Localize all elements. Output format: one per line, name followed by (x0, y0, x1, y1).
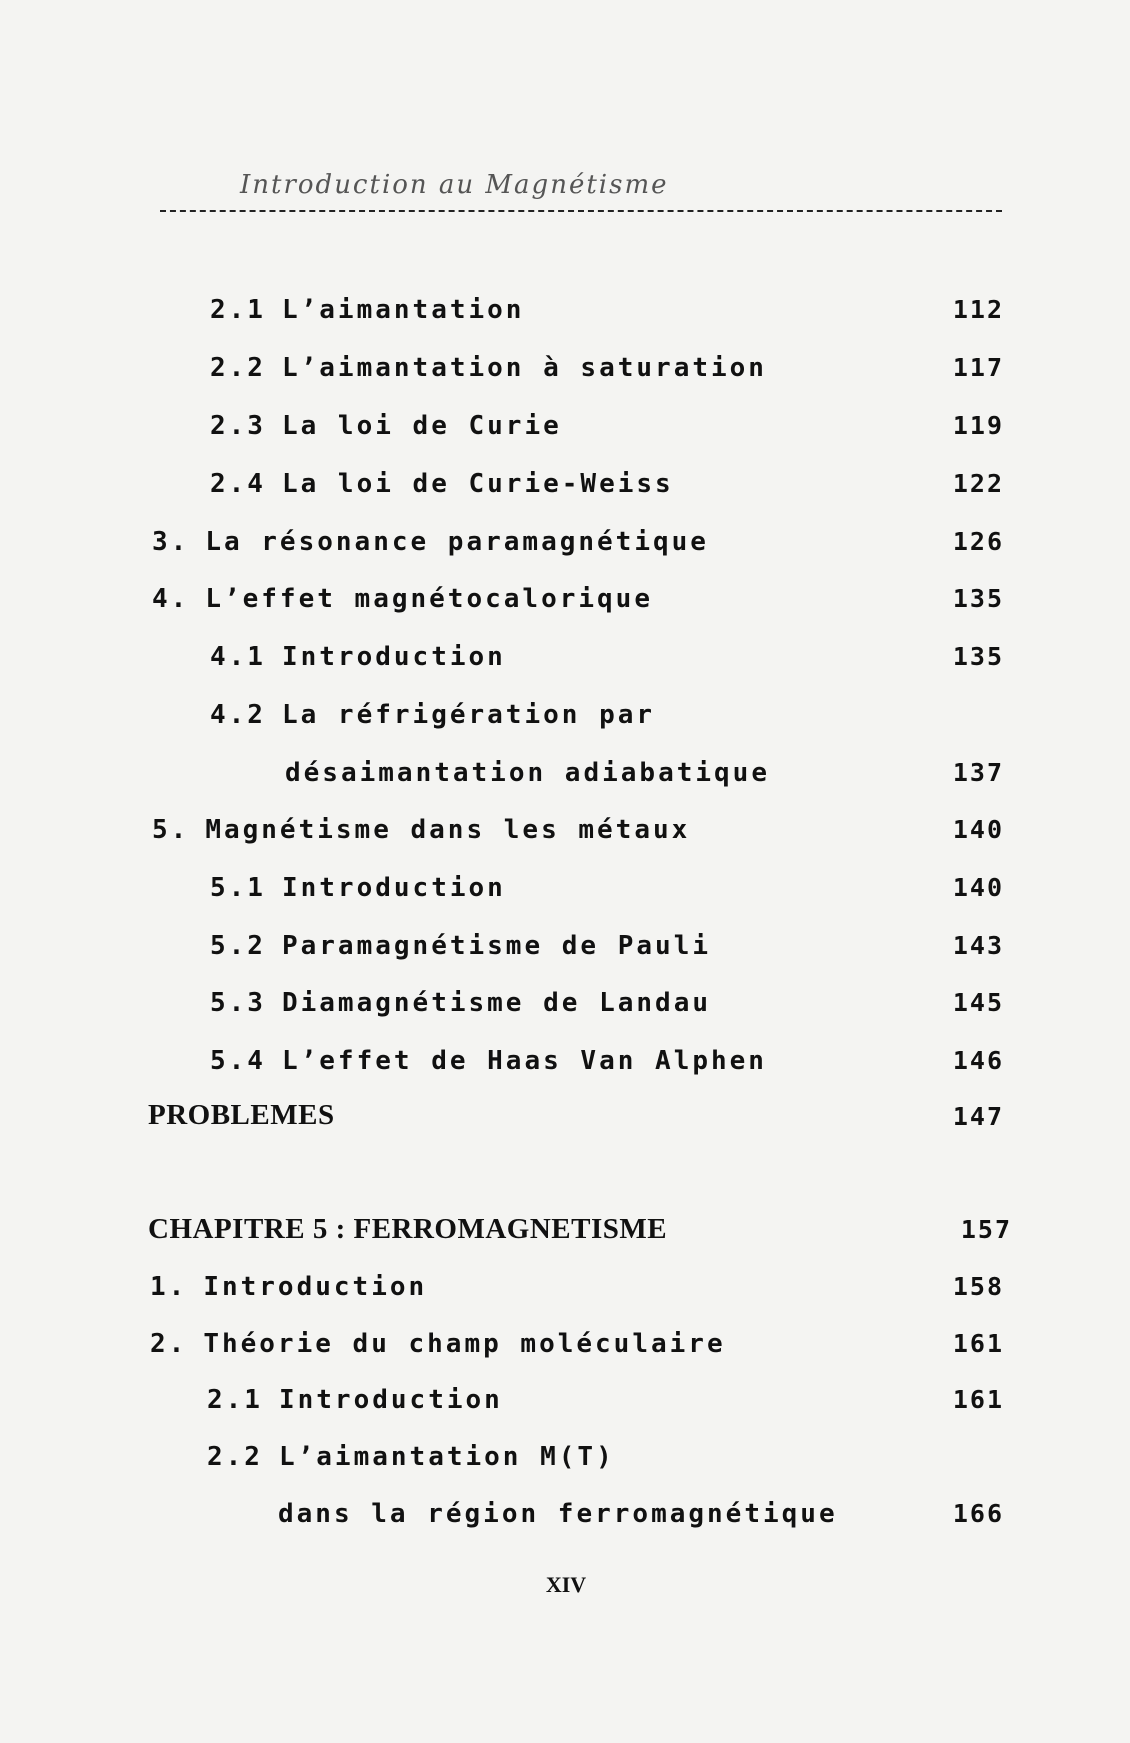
header-rule (160, 210, 1002, 212)
toc-entry-number: 5.2 (210, 931, 266, 961)
toc-entry-title: L’effet de Haas Van Alphen (281, 1046, 767, 1076)
toc-entry (152, 570, 653, 628)
toc-entry-page: 117 (952, 353, 1004, 382)
toc-entry-continuation (285, 744, 770, 802)
toc-entry-number: 4.2 (210, 700, 266, 730)
toc-entry-title: L’aimantation (281, 295, 525, 325)
toc-entry-number: 2. (150, 1329, 188, 1359)
toc-entry (150, 1315, 726, 1373)
toc-entry-title: Introduction (278, 1385, 503, 1415)
toc-entry-title: La réfrigération par (281, 700, 656, 730)
toc-entry-page (942, 1428, 1004, 1486)
toc-entry-number: 1. (150, 1272, 188, 1302)
toc-entry-page: 140 (952, 815, 1004, 844)
toc-entry-page: 143 (952, 931, 1004, 960)
toc-entry (210, 686, 655, 744)
page-folio: XIV (545, 1572, 587, 1597)
toc-entry-page: 147 (952, 1102, 1004, 1131)
toc-entry-title: L’aimantation à saturation (281, 353, 767, 383)
toc-entry-page (942, 686, 1004, 744)
toc-entry-title: Introduction (281, 873, 506, 903)
toc-entry-page: 112 (952, 295, 1004, 324)
toc-entry-title: L’aimantation M(T) (278, 1442, 615, 1472)
toc-entry-title: dans la région ferromagnétique (278, 1499, 838, 1529)
toc-entry-title: La loi de Curie (281, 411, 562, 441)
toc-entry (210, 917, 711, 975)
toc-entry-page: 135 (952, 642, 1004, 671)
toc-entry-number: 2.4 (210, 469, 266, 499)
toc-entry (150, 1258, 427, 1316)
toc-entry (210, 339, 767, 397)
toc-entry-title: Théorie du champ moléculaire (203, 1329, 726, 1359)
toc-entry (152, 513, 709, 571)
toc-entry-continuation (278, 1485, 838, 1543)
toc-entry-page: 135 (952, 584, 1004, 613)
toc-entry (210, 281, 524, 339)
toc-entry (207, 1428, 615, 1486)
toc-entry-title: Paramagnétisme de Pauli (281, 931, 711, 961)
toc-entry-number: 5.4 (210, 1046, 266, 1076)
toc-entry-title: Introduction (281, 642, 506, 672)
toc-entry-title: PROBLEMES (148, 1099, 335, 1131)
toc-entry-number: 2.2 (207, 1442, 263, 1472)
toc-entry-title: Introduction (203, 1272, 428, 1302)
toc-entry-number: 2.1 (207, 1385, 263, 1415)
toc-entry-title: Magnétisme dans les métaux (205, 815, 691, 845)
toc-entry-page: 137 (952, 758, 1004, 787)
toc-entry-page: 161 (952, 1385, 1004, 1414)
toc-entry-number: 4. (152, 584, 190, 614)
toc-entry-page: 146 (952, 1046, 1004, 1075)
toc-entry-page: 166 (952, 1499, 1004, 1528)
running-head: Introduction au Magnétisme (240, 170, 669, 200)
toc-entry (152, 801, 690, 859)
toc-entry-title: L’effet magnétocalorique (205, 584, 653, 614)
toc-entry-number: 3. (152, 527, 190, 557)
toc-entry-page: 119 (952, 411, 1004, 440)
toc-entry-number: 2.3 (210, 411, 266, 441)
toc-entry-page: 158 (952, 1272, 1004, 1301)
toc-entry (210, 455, 674, 513)
toc-entry-page: 157 (960, 1215, 1012, 1244)
toc-entry (210, 1032, 767, 1090)
toc-entry (210, 397, 562, 455)
toc-entry-number: 2.1 (210, 295, 266, 325)
toc-entry-title: La résonance paramagnétique (205, 527, 709, 557)
toc-entry-title: La loi de Curie-Weiss (281, 469, 674, 499)
toc-entry-number: 5.1 (210, 873, 266, 903)
toc-entry-title: Diamagnétisme de Landau (281, 988, 711, 1018)
toc-entry-number: 5.3 (210, 988, 266, 1018)
toc-section-problemes (148, 1086, 335, 1144)
toc-entry (210, 974, 711, 1032)
toc-entry-page: 140 (952, 873, 1004, 902)
toc-entry (207, 1371, 503, 1429)
toc-entry-title: CHAPITRE 5 : FERROMAGNETISME (148, 1213, 668, 1245)
toc-chapter-heading (148, 1200, 667, 1258)
toc-entry (210, 859, 506, 917)
toc-entry-title: désaimantation adiabatique (285, 758, 770, 788)
toc-entry-page: 145 (952, 988, 1004, 1017)
toc-entry-number: 2.2 (210, 353, 266, 383)
toc-entry-page: 122 (952, 469, 1004, 498)
toc-entry-page: 161 (952, 1329, 1004, 1358)
toc-entry (210, 628, 506, 686)
toc-entry-number: 5. (152, 815, 190, 845)
toc-entry-page: 126 (952, 527, 1004, 556)
toc-entry-number: 4.1 (210, 642, 266, 672)
